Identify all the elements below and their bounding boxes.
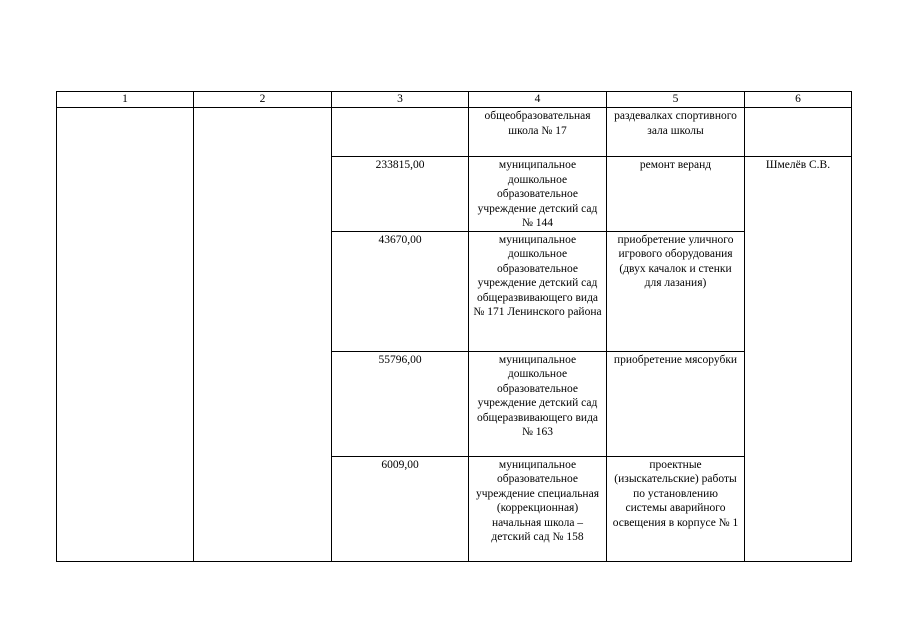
amount-cell: 55796,00 [332, 351, 469, 456]
header-row [57, 92, 852, 108]
institution-cell: муниципальное образовательное учреждение специальная (коррекционная) начальная школа – детский сад № 158 [469, 456, 607, 561]
column-number-2: 2 [194, 92, 332, 108]
purpose-cell: приобретение уличного игрового оборудования (двух качалок и стенки для лазания) [607, 231, 745, 351]
column-number-1: 1 [57, 92, 194, 108]
column-number-4: 4 [469, 92, 607, 108]
amount-cell: 43670,00 [332, 231, 469, 351]
column-number-5: 5 [607, 92, 745, 108]
responsible-cell-empty [745, 108, 852, 157]
column-1-cell [57, 108, 194, 562]
funding-table [56, 91, 852, 562]
responsible-cell: Шмелёв С.В. [745, 157, 852, 562]
amount-cell: 6009,00 [332, 456, 469, 561]
purpose-cell: ремонт веранд [607, 157, 745, 232]
institution-cell: муниципальное дошкольное образовательное учреждение детский сад общеразвивающего вида № 171 Ленинского района [469, 231, 607, 351]
column-2-cell [194, 108, 332, 562]
purpose-cell: проектные (изыскательские) работы по установлению системы аварийного освещения в корпусе № 1 [607, 456, 745, 561]
institution-cell: муниципальное дошкольное образовательное учреждение детский сад общеразвивающего вида № 163 [469, 351, 607, 456]
purpose-cell: приобретение мясорубки [607, 351, 745, 456]
column-number-6: 6 [745, 92, 852, 108]
column-number-3: 3 [332, 92, 469, 108]
institution-cell: общеобразовательная школа № 17 [469, 108, 607, 157]
table-row [57, 108, 852, 157]
purpose-cell: раздевалках спортивного зала школы [607, 108, 745, 157]
institution-cell: муниципальное дошкольное образовательное учреждение детский сад № 144 [469, 157, 607, 232]
amount-cell [332, 108, 469, 157]
amount-cell: 233815,00 [332, 157, 469, 232]
